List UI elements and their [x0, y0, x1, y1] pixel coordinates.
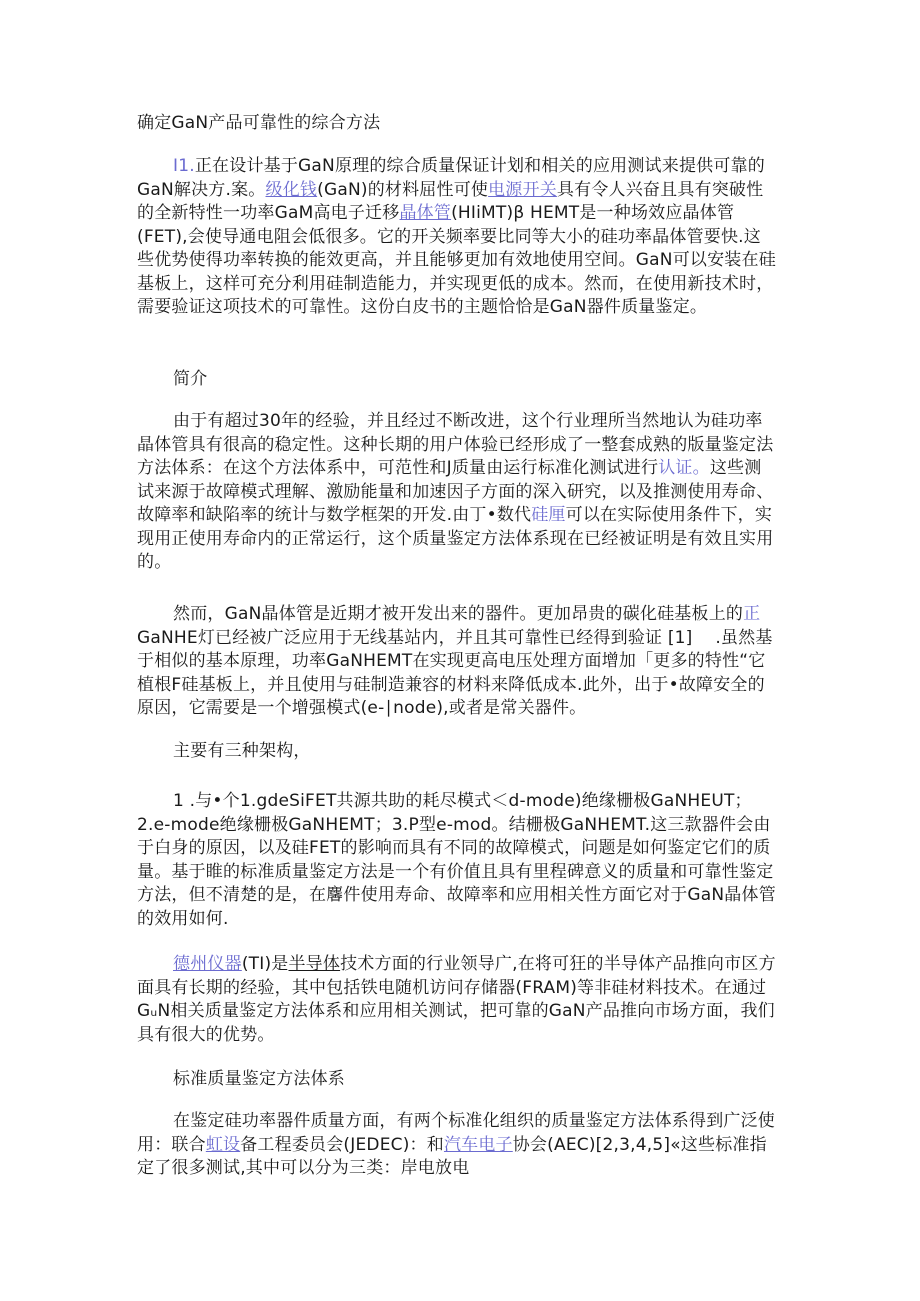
inline-link[interactable]: 级化钱	[265, 179, 318, 200]
inline-link[interactable]: 晶体管	[399, 203, 452, 223]
section-heading-standard: 标准质量鉴定方法体系	[173, 1069, 345, 1089]
inline-link[interactable]: 硅厘	[531, 505, 566, 525]
text-run: 具有令人兴奋且具有突破性的全新特性一功率GaM高电子迁移	[137, 179, 764, 223]
text-run: GaNHE灯已经被广泛应用于无线基站内，并且其可靠性已经得到验证 [1] .虽然基于相似的基本原理，功率GaNHEMT在实现更高电压处理方面增加「更多的特性“它植根F硅基板上，并且使用与硅制造兼容的材料来降低成本.此外，出于•故障安全的原因，它需要是一个增强模式(e-∣node),或者是常关器件。	[137, 627, 773, 718]
inline-link[interactable]: 正	[743, 604, 761, 624]
inline-link[interactable]: 德州仪器	[173, 954, 242, 974]
paragraph-ti	[137, 953, 777, 1047]
text-run: (HIiMT)β HEMT是一种场效应晶体管(FET),会使导通电阻会低很多。它的开关频率要比同等大小的硅功率晶体管要快.这些优势使得功率转换的能效更高，并且能够更加有效地使用空间。GaN可以安装在硅基板上，这样可充分利用硅制造能力，并实现更低的成本。然而，在使用新技术时，需要验证这项技术的可靠性。这份白皮书的主题恰恰是GaN器件质量鉴定。	[137, 203, 776, 317]
text-run: 由于有超过30年的经验，并且经过不断改进，这个行业理所当然地认为硅功率晶体管具有很高的稳定性。这种长期的用户体验已经形成了一整套成熟的版量鉴定法方法体系：在这个方法体系中，可范性和J质量由运行标准化测试进行	[137, 411, 774, 478]
inline-link[interactable]: 虹设	[205, 1134, 241, 1155]
text-run: 在鉴定硅功率器件质量方面，有两个标准化组织的质量鉴定方法体系得到广泛使用：联合	[137, 1111, 775, 1155]
text-run: 1 .与•个1.gdeSiFET共源共助的耗尽模式＜d-mode)绝缘栅极GaNHEUT；2.e-mode绝缘栅极GaNHEMT；3.P型e-mod。结栅极GaNHEMT.这三款器件会由于白身的原因，以及硅FET的影响而具有不同的故障模式，问题是如何鉴定它们的质量。基于睢的标准质量鉴定方法是一个有价值且具有里程碑意义的质量和可靠性鉴定方法，但不清楚的是，在麘件使用寿命、故障率和应用相关性方面它对于GaN晶体管的效用如何.	[137, 791, 776, 929]
text-run: 协会(AEC)[2,3,4,5]«这些标准指定了很多测试,其中可以分为三类：岸电放电	[137, 1134, 767, 1178]
text-run: 半导体	[288, 954, 341, 974]
text-run: (GaN)的材料屈性可使	[317, 179, 489, 200]
section-heading-intro: 简介	[173, 369, 208, 389]
paragraph-architectures	[137, 790, 777, 931]
text-run: (TI)是	[241, 954, 289, 974]
paragraph-overview	[137, 155, 777, 320]
text-run: 备工程委员会(JEDEC)：和	[240, 1134, 444, 1155]
inline-link[interactable]: 汽车电子	[443, 1134, 513, 1155]
paragraph-gan-transistors	[137, 603, 777, 721]
text-run: 正在设计基于GaN原理的综合质量保证计划和相关的应用测试来提供可靠的GaN解决方.案。	[137, 156, 765, 200]
paragraph-intro	[137, 410, 777, 575]
document-title: 确定GaN产品可靠性的综合方法	[137, 113, 381, 133]
text-run: 可以在实际使用条件下，实现用正使用寿命内的正常运行，这个质量鉴定方法体系现在已经被证明是有效且实用的。	[137, 505, 774, 572]
paragraph-standard	[137, 1110, 777, 1181]
text-run: 这些测试来源于故障模式理解、激励能量和加速因子方面的深入研究，以及推测使用寿命、故障率和缺陷率的统计与数学框架的开发.由丁•数代	[137, 458, 774, 525]
inline-link[interactable]: 认证。	[658, 458, 710, 478]
text-run: 然而，GaN晶体管是近期才被开发出来的器件。更加昂贵的碳化硅基板上的	[173, 604, 744, 624]
text-run: 技术方面的行业领导广,在将可狂的半导体产品推向市区方面具有长期的经验，其中包括铁电随机访问存储器(FRAM)等非硅材料技术。在通过GᵤN相关质量鉴定方法体系和应用相关测试，把可靠的GaN产品推向市场方面，我们具有很大的优势。	[137, 954, 776, 1045]
inline-link[interactable]: I1.	[173, 156, 195, 176]
inline-link[interactable]: 电源开关	[488, 179, 557, 200]
section-heading-architectures: 主要有三种架构，	[173, 741, 311, 761]
